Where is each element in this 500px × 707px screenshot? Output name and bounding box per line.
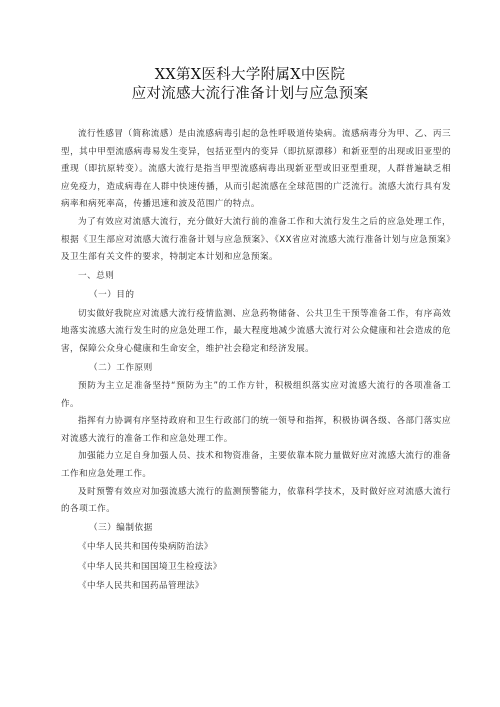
document-title [0, 66, 500, 104]
law-reference: 《中华人民共和国药品管理法》 [78, 581, 204, 592]
purpose-paragraph: 切实做好我院应对流感大流行疫情监测、应急药物储备、公共卫生干预等准备工作，有序高效地落实流感大流行发生时的应急处理工作，最大程度地减少流感大流行对公众健康和社会造成的危害，保障公众身心健康和生命安全，维护社会稳定和经济发展。 [61, 308, 451, 354]
principle-paragraph: 及时预警有效应对加强流感大流行的监测预警能力，依靠科学技术，及时做好应对流感大流行的各项工作。 [61, 486, 451, 515]
document-body [61, 126, 451, 597]
title-line-hospital: XX第X医科大学附属X中医院 [154, 67, 346, 83]
law-reference: 《中华人民共和国传染病防治法》 [78, 542, 213, 553]
title-line-plan: 应对流感大流行准备计划与应急预案 [131, 86, 369, 102]
section-heading-general: 一、总则 [78, 270, 115, 281]
law-reference: 《中华人民共和国国境卫生检疫法》 [78, 561, 222, 572]
subheading-principles: （二）工作原则 [89, 362, 153, 373]
subheading-basis: （三）编制依据 [89, 522, 153, 533]
principle-paragraph: 加强能力立足自身加强人员、技术和物资准备，主要依靠本院力量做好应对流感大流行的准备工作和应急处理工作。 [61, 451, 451, 479]
intro-paragraph: 流行性感冒（简称流感）是由流感病毒引起的急性呼吸道传染病。流感病毒分为甲、乙、丙三型，其中甲型流感病毒易发生变异，包括亚型内的变异（即抗原漂移）和新亚型的出现或旧亚型的重现（即抗原转变）。流感大流行是指当甲型流感病毒出现新亚型或旧亚型重现，人群普遍缺乏相应免疫力，造成病毒在人群中快速传播，从而引起流感在全球范围的广泛流行。流感大流行具有发病率和病死率高，传播迅速和波及范围广的特点。 [61, 129, 451, 210]
intro-paragraph: 为了有效应对流感大流行，充分做好大流行前的准备工作和大流行发生之后的应急处理工作，根据《卫生部应对流感大流行准备计划与应急预案》、《XX省应对流感大流行准备计划与应急预案》及卫生部有关文件的要求，特制定本计划和应急预案。 [61, 216, 451, 263]
subheading-purpose: （一）目的 [89, 290, 135, 301]
principle-paragraph: 指挥有力协调有序坚持政府和卫生行政部门的统一领导和指挥，积极协调各级、各部门落实应对流感大流行的准备工作和应急处理工作。 [61, 416, 451, 444]
principle-paragraph: 预防为主立足准备坚持“预防为主”的工作方针，积极组织落实应对流感大流行的各项准备工作。 [61, 381, 451, 409]
